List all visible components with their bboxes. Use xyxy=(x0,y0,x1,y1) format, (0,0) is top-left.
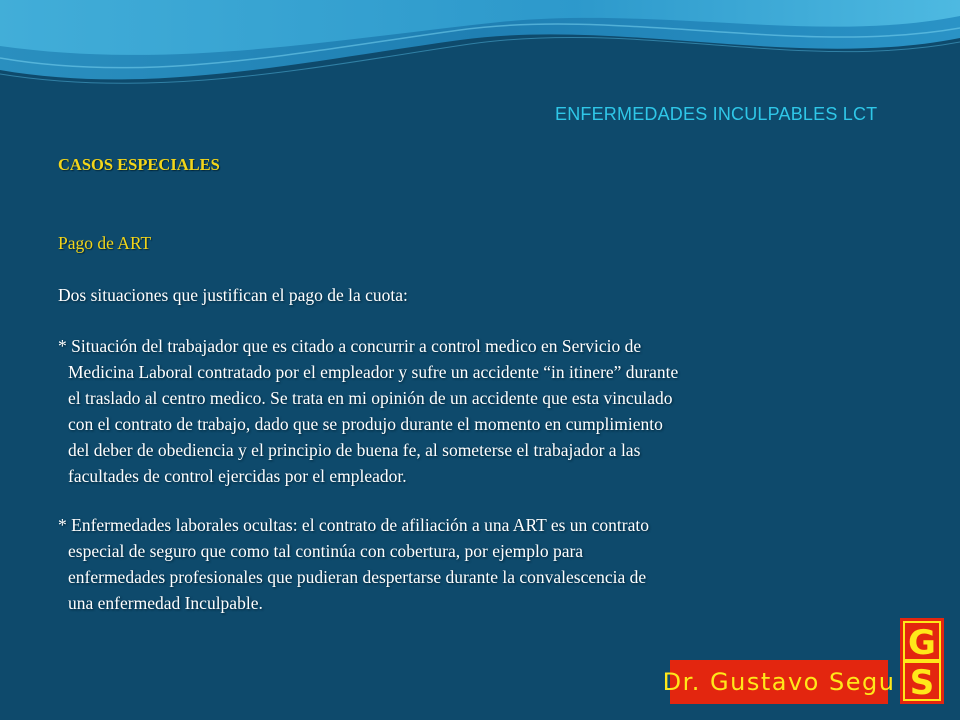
case-item-1-line: Medicina Laboral contratado por el empleador y sufre un accidente “in itinere” durante xyxy=(68,362,679,382)
monogram-letter-s: S xyxy=(909,663,935,703)
case-item-1-line: facultades de control ejercidas por el empleador. xyxy=(68,466,407,486)
section-heading: CASOS ESPECIALES xyxy=(58,155,220,174)
case-item-1-line: * Situación del trabajador que es citado a concurrir a control medico en Servicio de xyxy=(58,336,642,356)
case-item-2-line: * Enfermedades laborales ocultas: el contrato de afiliación a una ART es un contrato xyxy=(58,515,649,535)
slide-title: ENFERMEDADES INCULPABLES LCT xyxy=(555,104,878,124)
case-item-1-line: del deber de obediencia y el principio de buena fe, al someterse el trabajador a las xyxy=(68,440,641,460)
case-item-2-line: una enfermedad Inculpable. xyxy=(68,593,263,613)
author-logo-nameplate xyxy=(662,660,896,704)
subsection-heading: Pago de ART xyxy=(58,233,152,253)
author-name: Dr. Gustavo Segu xyxy=(662,668,896,696)
case-item-1-line: el traslado al centro medico. Se trata en mi opinión de un accidente que esta vinculado xyxy=(68,388,673,408)
case-item-1-line: con el contrato de trabajo, dado que se produjo durante el momento en cumplimiento xyxy=(68,414,663,434)
intro-paragraph: Dos situaciones que justifican el pago de la cuota: xyxy=(58,285,408,305)
case-item-2 xyxy=(58,512,878,616)
monogram-letter-g: G xyxy=(908,623,936,663)
case-item-2-line: especial de seguro que como tal continúa con cobertura, por ejemplo para xyxy=(68,541,584,561)
header-wave-decoration xyxy=(0,0,960,110)
gs-monogram-logo xyxy=(900,618,944,704)
case-item-1 xyxy=(58,333,878,489)
case-item-2-line: enfermedades profesionales que pudieran despertarse durante la convalescencia de xyxy=(68,567,647,587)
